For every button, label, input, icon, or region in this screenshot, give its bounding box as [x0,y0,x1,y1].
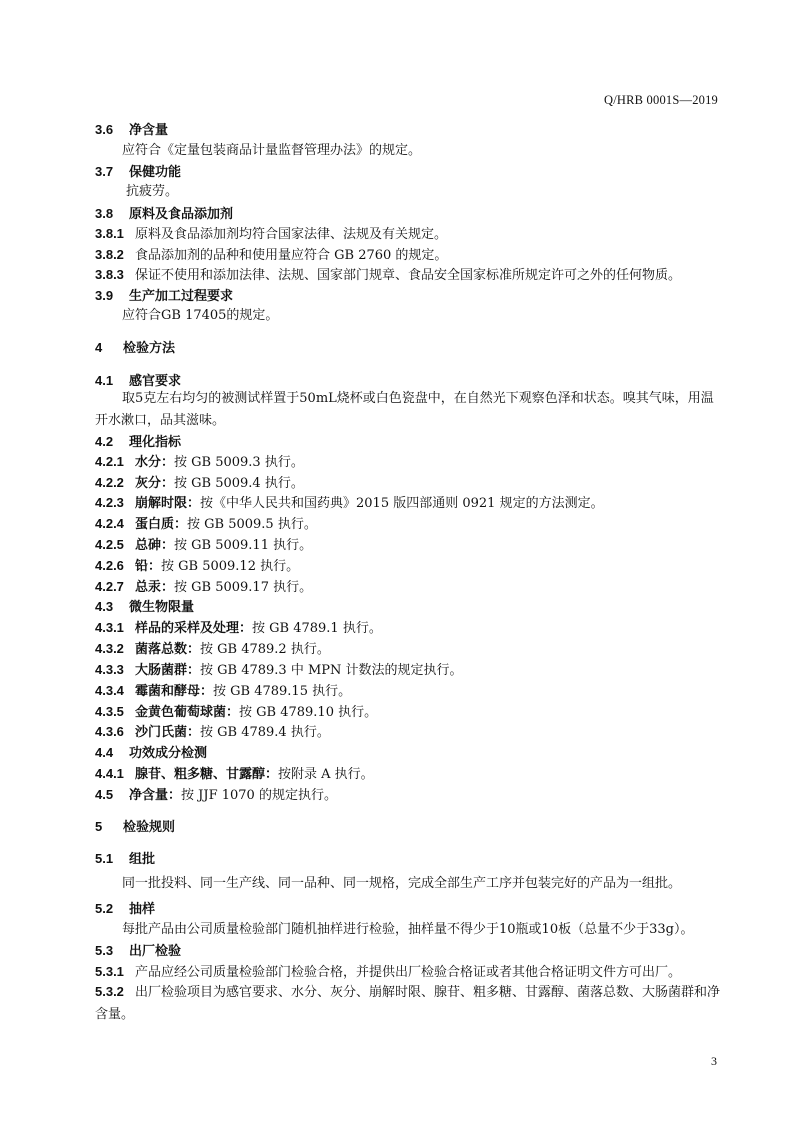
section-4-2-7 [95,578,312,597]
section-4-2-heading [95,433,181,452]
section-5-1-heading [95,850,155,869]
section-number: 4.2.1 [95,454,124,469]
section-number: 3.8.2 [95,247,124,262]
section-title: 功效成分检测 [129,746,208,761]
section-4-2-6 [95,557,299,576]
section-number: 4.4 [95,745,114,760]
section-number: 4.2.2 [95,475,124,490]
section-4-4-heading [95,744,207,763]
section-4-1-text: 取5克左右均匀的被测试样置于50mL烧杯或白色瓷盘中，在自然光下观察色泽和状态。嗅其气味，用温开水漱口，品其滋味。 [95,391,714,428]
section-number: 4.3.6 [95,724,124,739]
section-number: 3.8.3 [95,267,124,282]
chapter-number: 5 [95,819,103,834]
section-number: 4.2.4 [95,516,124,531]
section-number: 4.5 [95,787,114,802]
section-4-3-2 [95,640,330,659]
section-4-2-4 [95,515,317,534]
item-text: 按 GB 5009.4 执行。 [174,476,304,491]
item-label: 总汞： [135,580,175,595]
chapter-5-heading [95,818,175,837]
section-5-3-2 [95,981,721,1026]
section-number: 4.3.5 [95,704,124,719]
section-3-7-text: 抗疲劳。 [126,184,179,199]
item-text: 按 GB 4789.4 执行。 [200,725,330,740]
section-text: 出厂检验项目为感官要求、水分、灰分、崩解时限、腺苷、粗多糖、甘露醇、菌落总数、大肠菌群和净含量。 [95,985,721,1022]
section-5-2-heading [95,900,155,919]
item-label: 大肠菌群： [135,663,201,678]
section-4-3-5 [95,703,377,722]
item-text: 按 GB 5009.12 执行。 [161,559,300,574]
section-5-1-text: 同一批投料、同一生产线、同一品种、同一规格，完成全部生产工序并包装完好的产品为一组批。 [122,876,682,891]
section-number: 4.2 [95,434,114,449]
section-title: 感官要求 [129,374,182,389]
section-number: 5.1 [95,851,114,866]
section-title: 理化指标 [129,435,182,450]
item-text: 按 GB 5009.3 执行。 [174,455,304,470]
item-label: 灰分： [135,476,175,491]
section-title: 保健功能 [129,165,182,180]
section-title: 生产加工过程要求 [129,289,234,304]
section-number: 4.2.3 [95,495,124,510]
item-label: 总砷： [135,538,175,553]
section-title: 微生物限量 [129,600,195,615]
section-5-2-text: 每批产品由公司质量检验部门随机抽样进行检验，抽样量不得少于10瓶或10板（总量不少于33g）。 [122,922,694,937]
section-4-2-5 [95,536,312,555]
section-title: 原料及食品添加剂 [129,207,234,222]
item-label: 崩解时限： [135,496,201,511]
section-5-3-1 [95,963,681,982]
section-3-6-text: 应符合《定量包装商品计量监督管理办法》的规定。 [122,143,422,158]
item-text: 按 GB 5009.11 执行。 [174,538,313,553]
chapter-title: 检验规则 [123,820,176,835]
section-text: 食品添加剂的品种和使用量应符合 GB 2760 的规定。 [135,248,448,263]
chapter-4-heading [95,339,175,358]
section-3-8-2 [95,246,447,265]
section-title: 净含量 [129,123,169,138]
item-label: 霉菌和酵母： [135,684,214,699]
chapter-title: 检验方法 [123,341,176,356]
section-4-3-heading [95,598,194,617]
section-number: 4.2.5 [95,537,124,552]
section-number: 4.3.1 [95,620,124,635]
item-label: 蛋白质： [135,517,188,532]
section-number: 4.2.6 [95,558,124,573]
section-number: 4.3 [95,599,114,614]
section-5-3-heading [95,942,181,961]
section-text: 产品应经公司质量检验部门检验合格，并提供出厂检验合格证或者其他合格证明文件方可出厂。 [135,965,682,980]
item-text: 按 GB 4789.3 中 MPN 计数法的规定执行。 [200,663,463,678]
section-number: 4.1 [95,373,114,388]
item-label: 金黄色葡萄球菌： [135,705,240,720]
section-number: 3.7 [95,164,114,179]
section-4-3-3 [95,661,463,680]
section-number: 3.9 [95,288,114,303]
section-number: 4.2.7 [95,579,124,594]
section-number: 3.8 [95,206,114,221]
item-text: 按 GB 4789.1 执行。 [252,621,382,636]
item-label: 净含量： [129,788,182,803]
section-3-8-3 [95,266,681,285]
item-text: 按 GB 4789.15 执行。 [213,684,352,699]
section-number: 3.8.1 [95,226,124,241]
item-label: 样品的采样及处理： [135,621,253,636]
section-4-3-4 [95,682,351,701]
section-4-4-1 [95,765,374,784]
chapter-number: 4 [95,340,103,355]
item-text: 按 JJF 1070 的规定执行。 [181,788,337,803]
section-3-8-heading [95,205,233,224]
section-4-3-1 [95,619,382,638]
section-3-9-text: 应符合GB 17405的规定。 [122,308,279,323]
section-number: 4.3.4 [95,683,124,698]
section-4-2-3 [95,494,604,513]
section-4-5 [95,786,337,805]
item-label: 腺苷、粗多糖、甘露醇： [135,767,279,782]
section-text: 原料及食品添加剂均符合国家法律、法规及有关规定。 [135,227,448,242]
document-code: Q/HRB 0001S—2019 [604,93,718,107]
item-label: 沙门氏菌： [135,725,201,740]
section-title: 出厂检验 [129,944,182,959]
item-text: 按 GB 4789.10 执行。 [239,705,378,720]
item-label: 铅： [135,559,162,574]
item-label: 水分： [135,455,175,470]
item-label: 菌落总数： [135,642,201,657]
item-text: 按 GB 5009.5 执行。 [187,517,317,532]
section-3-6-heading [95,121,168,140]
section-number: 4.4.1 [95,766,124,781]
section-number: 3.6 [95,122,114,137]
section-number: 5.3.1 [95,964,124,979]
item-text: 按 GB 4789.2 执行。 [200,642,330,657]
section-3-9-heading [95,287,233,306]
page-number: 3 [711,1054,717,1068]
section-number: 5.3.2 [95,984,124,999]
item-text: 按 GB 5009.17 执行。 [174,580,313,595]
section-4-2-2 [95,474,304,493]
item-text: 按《中华人民共和国药典》2015 版四部通则 0921 规定的方法测定。 [200,496,604,511]
section-number: 5.2 [95,901,114,916]
section-4-2-1 [95,453,304,472]
section-3-7-heading [95,163,181,182]
section-number: 5.3 [95,943,114,958]
section-text: 保证不使用和添加法律、法规、国家部门规章、食品安全国家标准所规定许可之外的任何物质。 [135,268,682,283]
section-number: 4.3.2 [95,641,124,656]
section-title: 组批 [129,852,156,867]
item-text: 按附录 A 执行。 [278,767,374,782]
section-4-3-6 [95,723,330,742]
section-number: 4.3.3 [95,662,124,677]
section-3-8-1 [95,225,447,244]
section-title: 抽样 [129,902,156,917]
